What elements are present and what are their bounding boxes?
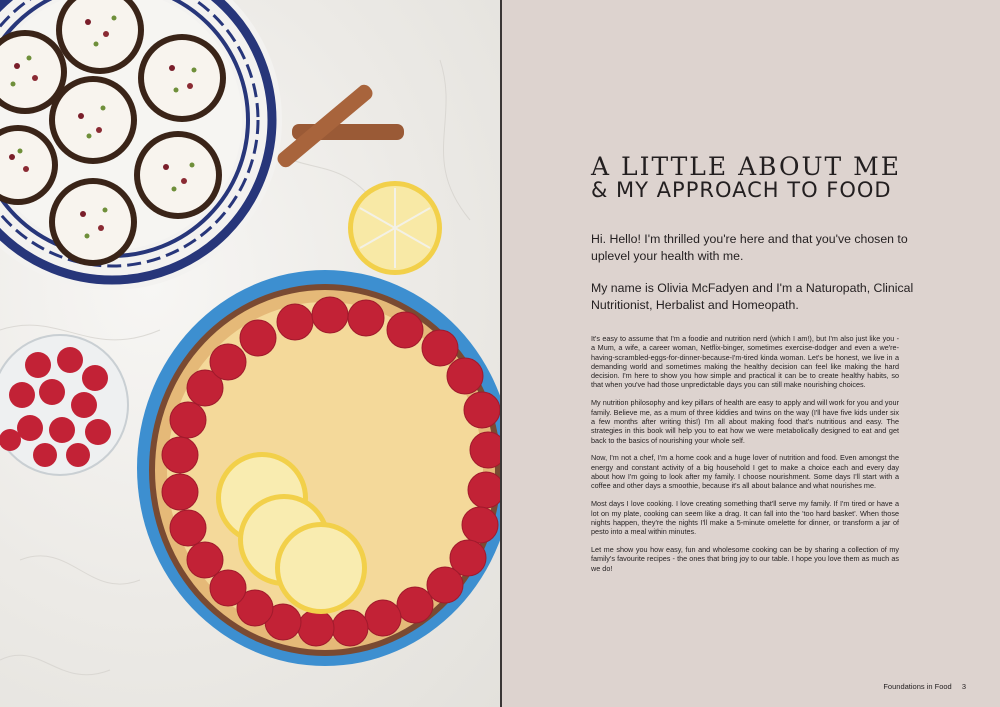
page-title: A LITTLE ABOUT ME xyxy=(591,152,902,181)
lemon-slice xyxy=(348,181,442,275)
body-paragraph-5: Let me show you how easy, fun and wholesome cooking can be by sharing a collection of my family's favourite recipes - the ones that bring joy to our table. I hope you love them as much as we do! xyxy=(591,545,899,573)
intro-credentials: My name is Olivia McFadyen and I'm a Naturopath, Clinical Nutritionist, Herbalist and Homeopath. xyxy=(591,281,914,312)
body-paragraph-1: It's easy to assume that I'm a foodie and nutrition nerd (which I am!), but I'm also just like you - a Mum, a wife, a career woman, Netflix-binger, sometimes exercise-dodger and even a we're-having-scrambled-eggs-for-dinner-because-I'm-tired kinda woman. Let's be honest, we live in a demanding world and sometimes making the healthy decision can feel like making the hard decision. I'm here to show you how simple and practical it can be to create healthy habits, so that when you've had those unpredictable days you can still make nourishing choices. xyxy=(591,334,899,390)
about-page xyxy=(502,0,1000,707)
body-text xyxy=(591,334,899,582)
body-paragraph-3: Now, I'm not a chef, I'm a home cook and a huge lover of nutrition and food. Even amongst the energy and constant activity of a big household I get to make a choice each and every day about how I'm going to look after my family. I choose nourishment. Some days I'll start with a coffee and other days a smoothie, because it's all about balance and what nourishes me. xyxy=(591,453,899,491)
page-footer xyxy=(883,682,966,691)
intro-greeting: Hi. Hello! I'm thrilled you're here and that you've chosen to uplevel your health with me. xyxy=(591,232,908,263)
page-subtitle: & MY APPROACH TO FOOD xyxy=(591,178,892,202)
footer-page-number: 3 xyxy=(961,682,966,691)
cinnamon-sticks xyxy=(275,82,404,170)
body-paragraph-2: My nutrition philosophy and key pillars of health are easy to apply and will work for you and your family. Believe me, as a mum of three kiddies and twins on the way (I'll have five kids under six a few months after writing this!) I'm all about making food that's nutritious and easy. The strategies in this book will help you to eat how we were metabolically designed to eat and get back to the basics of nourishing your whole self. xyxy=(591,398,899,445)
body-paragraph-4: Most days I love cooking. I love creating something that'll serve my family. If I'm tired or have a lot on my plate, cooking can seem like a drag. It can fall into the 'too hard basket'. When those nights happen, they're the nights I'll make a 5-minute omelette for dinner, or transform a jar of pesto into a meal within minutes. xyxy=(591,499,899,537)
footer-book-title: Foundations in Food xyxy=(883,682,952,691)
raspberry-bowl xyxy=(0,335,128,475)
lemon-tart xyxy=(137,270,500,666)
